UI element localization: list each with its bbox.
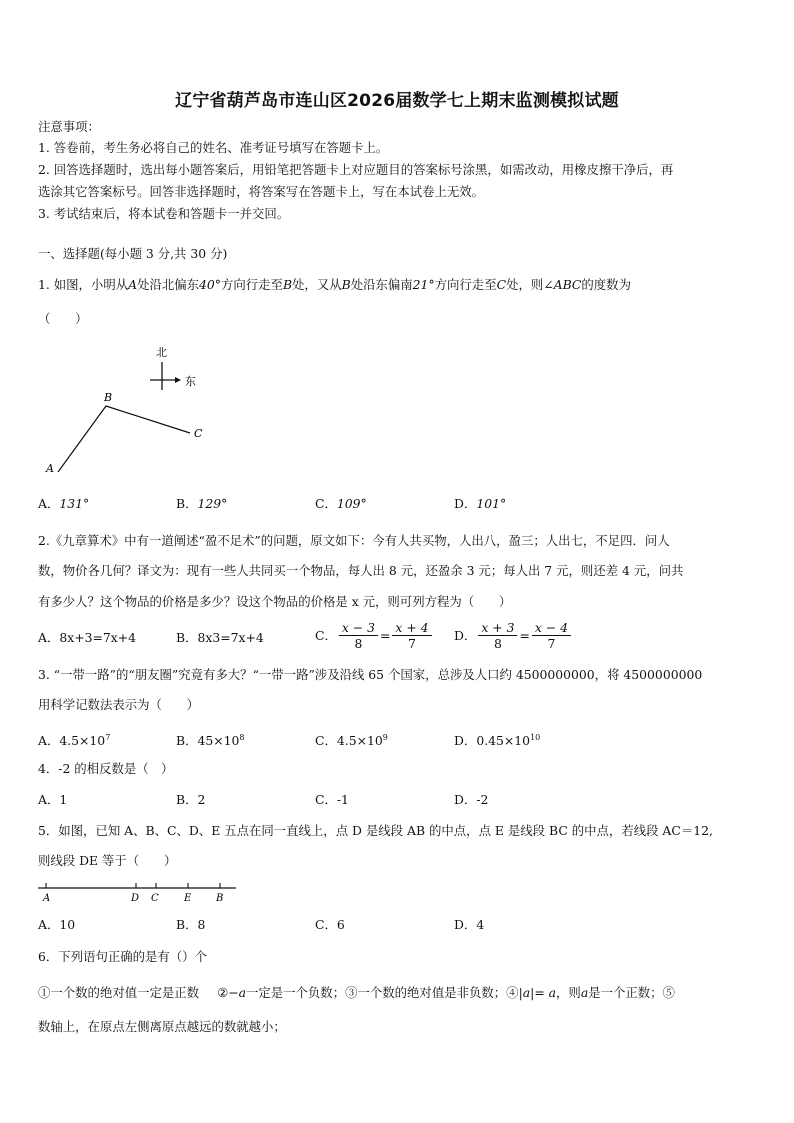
- question-1-paren: （ ）: [38, 311, 88, 326]
- point-b-label: B: [104, 391, 113, 404]
- question-2-option-a[interactable]: A．8x+3=7x+4: [38, 630, 136, 645]
- point-a-label: A: [43, 893, 51, 904]
- path-line: [58, 406, 190, 472]
- notice-item-2b: 选涂其它答案标号。回答非选择题时，将答案写在答题卡上，写在本试卷上无效。: [38, 184, 485, 199]
- question-5-option-a[interactable]: A．10: [38, 917, 76, 932]
- question-3-option-c[interactable]: C．$4.5\times 10^9$: [315, 733, 388, 749]
- question-3-line-2: 用科学记数法表示为（ ）: [38, 697, 200, 712]
- east-label: 东: [185, 375, 196, 388]
- question-1-option-b[interactable]: B．129°: [176, 496, 228, 511]
- question-5-option-d[interactable]: D．4: [454, 917, 485, 932]
- question-6-statements: ①一个数的绝对值一定是正数 ②−a一定是一个负数；③一个数的绝对值是非负数；④|a|= a，则a是一个正数；⑤: [38, 985, 675, 1000]
- notice-item-1: 1. 答卷前，考生务必将自己的姓名、准考证号填写在答题卡上。: [38, 140, 389, 155]
- question-3-option-b[interactable]: B．$45\times 10^8$: [176, 733, 245, 749]
- notice-item-2a: 2. 回答选择题时，选出每小题答案后，用铅笔把答题卡上对应题目的答案标号涂黑，如需改动，用橡皮擦干净后，再: [38, 162, 674, 177]
- notice-header: 注意事项：: [38, 119, 100, 134]
- point-c-label: C: [194, 427, 203, 440]
- compass-icon: [150, 362, 181, 390]
- north-label: 北: [156, 346, 167, 359]
- question-2-line-3: 有多少人？这个物品的价格是多少？设这个物品的价格是 x 元，则可列方程为（ ）: [38, 594, 512, 609]
- question-1-stem: 1. 如图，小明从A处沿北偏东40°方向行走至B处，又从B处沿东偏南21°方向行走至C处，则∠ABC的度数为: [38, 277, 631, 292]
- section-heading: 一、选择题(每小题 3 分,共 30 分): [38, 246, 228, 261]
- question-4-option-b[interactable]: B．2: [176, 792, 206, 807]
- question-5-number-line: [36, 878, 240, 906]
- question-5-line-1: 5．如图，已知 A、B、C、D、E 五点在同一直线上，点 D 是线段 AB 的中点，点 E 是线段 BC 的中点，若线段 AC＝12,: [38, 823, 713, 838]
- point-e-label: E: [184, 893, 192, 904]
- question-1-figure: [38, 340, 218, 480]
- question-1-option-d[interactable]: D．101°: [454, 496, 507, 511]
- question-2-option-b[interactable]: B．8x3=7x+4: [176, 630, 264, 645]
- question-4-option-c[interactable]: C．-1: [315, 792, 349, 807]
- question-1-option-c[interactable]: C．109°: [315, 496, 367, 511]
- question-6-line-2: 数轴上，在原点左侧离原点越远的数就越小；: [38, 1019, 286, 1034]
- question-3-line-1: 3. “一带一路”的“朋友圈”究竟有多大？“一带一路”涉及沿线 65 个国家，总涉及人口约 4500000000，将 4500000000: [38, 667, 703, 682]
- question-5-line-2: 则线段 DE 等于（ ）: [38, 853, 177, 868]
- question-3-option-d[interactable]: D．$0.45\times 10^{10}$: [454, 733, 541, 749]
- question-2-option-c[interactable]: C． $\frac{x - 3}{8}$ = $\frac{x + 4}{7}$: [315, 620, 434, 651]
- question-2-option-d[interactable]: D． $\frac{x + 3}{8}$ = $\frac{x - 4}{7}$: [454, 620, 573, 651]
- page-title: 辽宁省葫芦岛市连山区2026届数学七上期末监测模拟试题: [175, 91, 619, 111]
- point-c-label: C: [151, 893, 159, 904]
- question-4-stem: 4．-2 的相反数是（ ）: [38, 761, 174, 776]
- point-a-label: A: [46, 462, 54, 475]
- question-4-option-d[interactable]: D．-2: [454, 792, 489, 807]
- point-d-label: D: [131, 893, 140, 904]
- point-b-label: B: [216, 893, 224, 904]
- question-3-option-a[interactable]: A．$4.5\times 10^7$: [38, 733, 111, 749]
- question-2-line-1: 2.《九章算术》中有一道阐述“盈不足术”的问题，原文如下：今有人共买物，人出八，盈三；人出七，不足四．问人: [38, 533, 670, 548]
- question-6-stem: 6．下列语句正确的是有（）个: [38, 949, 207, 964]
- question-1-option-a[interactable]: A．131°: [38, 496, 90, 511]
- question-5-option-b[interactable]: B．8: [176, 917, 206, 932]
- question-2-line-2: 数，物价各几何？译文为：现有一些人共同买一个物品，每人出 8 元，还盈余 3 元；每人出 7 元，则还差 4 元，问共: [38, 563, 684, 578]
- question-4-option-a[interactable]: A．1: [38, 792, 68, 807]
- question-5-option-c[interactable]: C．6: [315, 917, 345, 932]
- notice-item-3: 3. 考试结束后，将本试卷和答题卡一并交回。: [38, 206, 290, 221]
